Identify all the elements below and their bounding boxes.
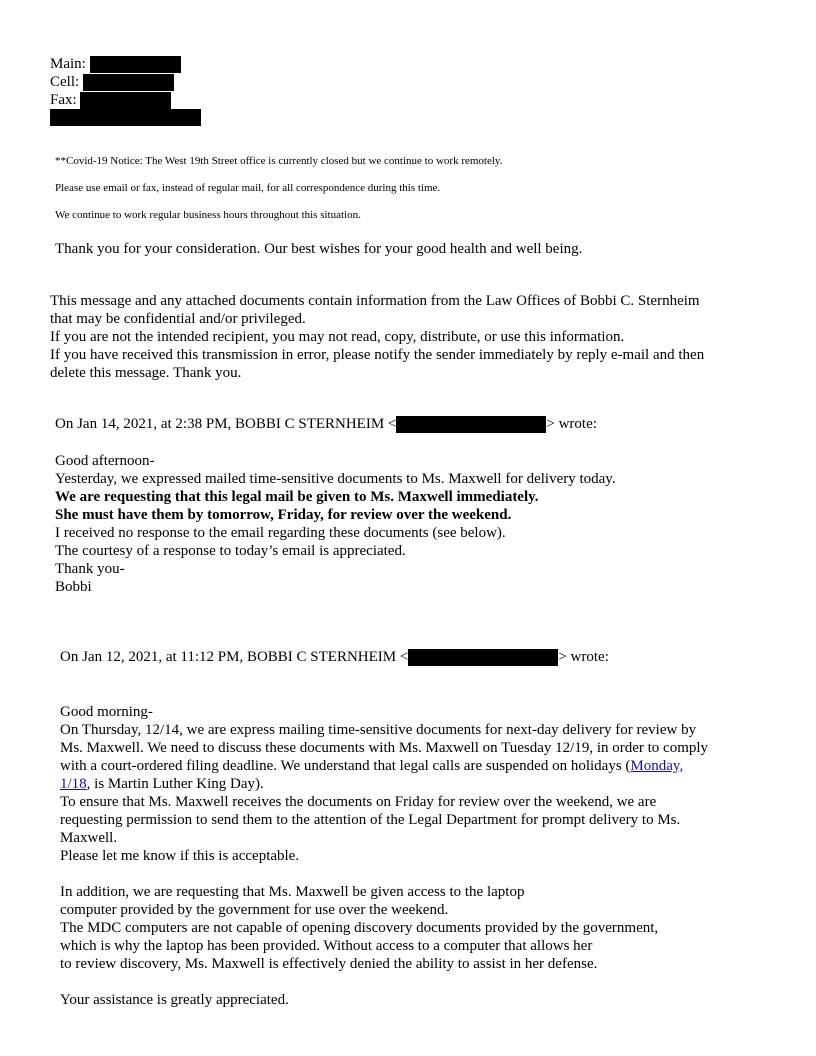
redacted-email	[50, 109, 201, 126]
disclaimer	[50, 292, 704, 382]
main-label: Main:	[50, 56, 86, 72]
disclaimer-line: delete this message. Thank you.	[50, 365, 242, 381]
covid-hours: We continue to work regular business hours throughout this situation.	[55, 209, 361, 221]
email2-header	[60, 648, 609, 666]
email1-header	[55, 415, 597, 433]
email1-body	[55, 452, 616, 596]
email1-paragraph: The courtesy of a response to today’s email is appreciated.	[55, 543, 406, 559]
email1-paragraph: I received no response to the email regarding these documents (see below).	[55, 525, 506, 541]
covid-notice: **Covid-19 Notice: The West 19th Street office is currently closed but we continue to work remotely.	[55, 155, 503, 167]
email2-line: computer provided by the government for use over the weekend.	[60, 902, 449, 918]
email2-body	[60, 703, 708, 1009]
email2-line	[60, 757, 708, 775]
disclaimer-line: This message and any attached documents contain information from the Law Offices of Bobbi C. Sternheim	[50, 293, 700, 309]
email1-header-suffix: > wrote:	[546, 416, 597, 432]
redacted-sender-email	[396, 416, 546, 433]
contact-cell	[50, 73, 174, 91]
redacted-fax-number	[80, 92, 171, 109]
disclaimer-line: If you are not the intended recipient, you may not read, copy, distribute, or use this information.	[50, 329, 625, 345]
email1-header-prefix: On Jan 14, 2021, at 2:38 PM, BOBBI C STERNHEIM <	[55, 416, 397, 432]
email2-line: The MDC computers are not capable of opening discovery documents provided by the government,	[60, 920, 659, 936]
email1-bold-request: We are requesting that this legal mail be given to Ms. Maxwell immediately.	[55, 489, 539, 505]
email1-signoff: Thank you-	[55, 561, 125, 577]
disclaimer-line: that may be confidential and/or privileged.	[50, 311, 306, 327]
redacted-sender-email	[408, 649, 558, 666]
email1-paragraph: Yesterday, we expressed mailed time-sensitive documents to Ms. Maxwell for delivery today.	[55, 471, 616, 487]
email2-line: Please let me know if this is acceptable.	[60, 848, 300, 864]
email2-line: Maxwell.	[60, 830, 118, 846]
email1-greeting: Good afternoon-	[55, 453, 155, 469]
email2-line: which is why the laptop has been provided. Without access to a computer that allows her	[60, 938, 593, 954]
cell-label: Cell:	[50, 74, 80, 90]
email2-header-suffix: > wrote:	[558, 649, 609, 665]
redacted-cell-number	[83, 74, 174, 91]
email2-line: to review discovery, Ms. Maxwell is effectively denied the ability to assist in her defense.	[60, 956, 598, 972]
email1-bold-deadline: She must have them by tomorrow, Friday, for review over the weekend.	[55, 507, 512, 523]
email2-greeting: Good morning-	[60, 704, 153, 720]
redacted-main-number	[90, 56, 181, 73]
contact-main	[50, 55, 181, 73]
fax-label: Fax:	[50, 92, 77, 108]
thanks-line: Thank you for your consideration. Our best wishes for your good health and well being.	[55, 241, 583, 257]
disclaimer-line: If you have received this transmission in error, please notify the sender immediately by reply e-mail and then	[50, 347, 705, 363]
holiday-date-link-continued[interactable]: 1/18	[60, 776, 87, 792]
email2-line: In addition, we are requesting that Ms. Maxwell be given access to the laptop	[60, 884, 525, 900]
email2-line-text: , is Martin Luther King Day).	[86, 776, 264, 792]
email2-line	[60, 775, 708, 793]
holiday-date-link[interactable]: Monday,	[630, 758, 684, 774]
email2-line: requesting permission to send them to the attention of the Legal Department for prompt delivery to Ms.	[60, 812, 681, 828]
covid-email-fax: Please use email or fax, instead of regular mail, for all correspondence during this time.	[55, 182, 441, 194]
email2-header-prefix: On Jan 12, 2021, at 11:12 PM, BOBBI C STERNHEIM <	[60, 649, 409, 665]
contact-fax	[50, 91, 171, 109]
email2-line: On Thursday, 12/14, we are express mailing time-sensitive documents for next-day delivery for review by	[60, 722, 697, 738]
email2-line-text: with a court-ordered filing deadline. We understand that legal calls are suspended on holidays (	[60, 758, 631, 774]
email1-name: Bobbi	[55, 579, 92, 595]
email2-closing: Your assistance is greatly appreciated.	[60, 992, 289, 1008]
email2-line: To ensure that Ms. Maxwell receives the documents on Friday for review over the weekend, we are	[60, 794, 657, 810]
email2-line: Ms. Maxwell. We need to discuss these documents with Ms. Maxwell on Tuesday 12/19, in order to comply	[60, 740, 709, 756]
